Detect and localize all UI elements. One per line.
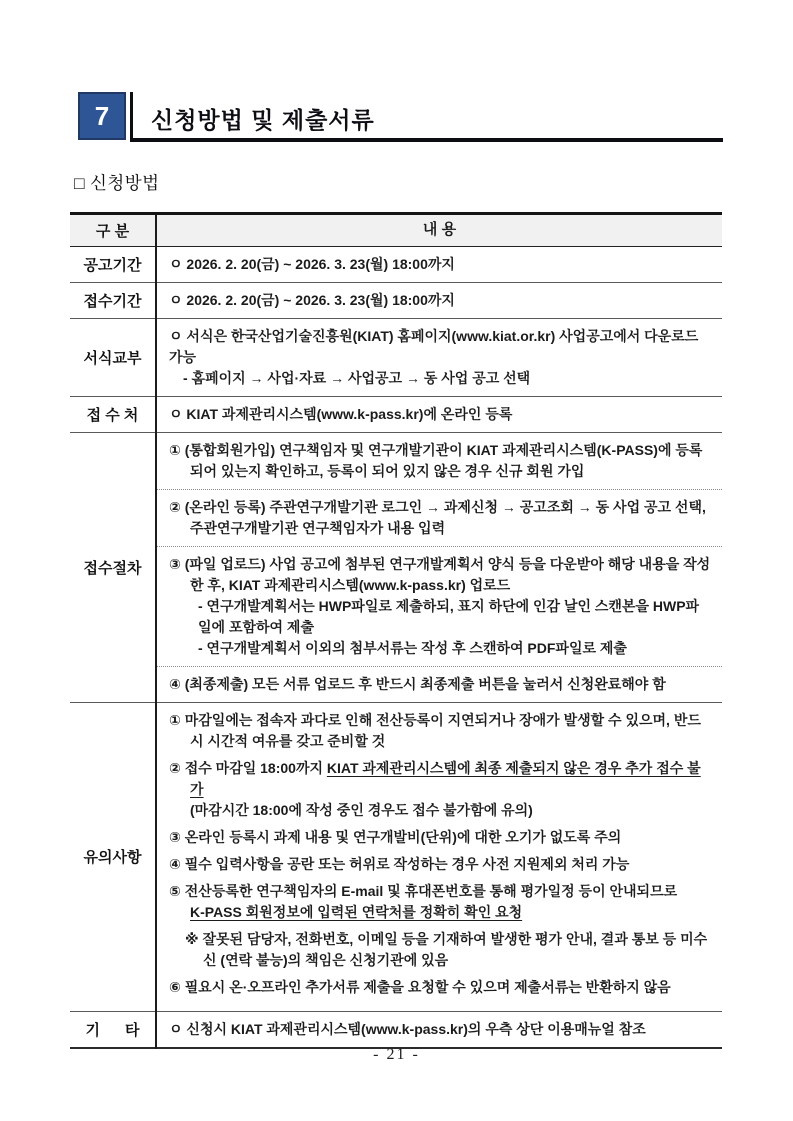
forms-line2: - 홈페이지 → 사업·자료 → 사업공고 → 동 사업 공고 선택 <box>183 369 531 386</box>
table-row-cautions <box>70 702 722 1011</box>
caution-1: ① 마감일에는 접속자 과다로 인해 전산등록이 지연되거나 장애가 발생할 수 있으며, 반드시 시간적 여유를 갖고 준비할 것 <box>169 711 701 749</box>
caution-2 <box>169 758 712 821</box>
row-label-notice-period: 공고기간 <box>70 246 156 282</box>
row-label-forms: 서식교부 <box>70 318 156 396</box>
section-title: 신청방법 및 제출서류 <box>151 107 375 133</box>
notice-period-text: ㅇ 2026. 2. 20(금) ~ 2026. 3. 23(월) 18:00까지 <box>169 255 455 272</box>
receipt-office-text: ㅇ KIAT 과제관리시스템(www.k-pass.kr)에 온라인 등록 <box>169 405 513 422</box>
section-header <box>78 92 723 142</box>
caution-2-prefix: ② 접수 마감일 18:00까지 <box>169 759 327 776</box>
table-row-receipt-office <box>70 396 722 432</box>
procedure-step-1: ① (통합회원가입) 연구책임자 및 연구개발기관이 KIAT 과제관리시스템(K-PASS)에 등록되어 있는지 확인하고, 등록이 되어 있지 않은 경우 신규 회원 가입 <box>169 441 703 479</box>
row-label-etc: 기 타 <box>70 1011 156 1048</box>
dotted-separator <box>157 546 722 547</box>
table-row-notice-period <box>70 246 722 282</box>
row-label-procedure: 접수절차 <box>70 432 156 702</box>
caution-5-line2-underlined: K-PASS 회원정보에 입력된 연락처를 정확히 확인 요청 <box>190 903 523 920</box>
table-row-receipt-period <box>70 282 722 318</box>
column-header-category: 구 분 <box>70 214 156 247</box>
table-row-etc <box>70 1011 722 1048</box>
table-row-forms <box>70 318 722 396</box>
procedure-step-3-main: ③ (파일 업로드) 사업 공고에 첨부된 연구개발계획서 양식 등을 다운받아 해당 내용을 작성한 후, KIAT 과제관리시스템(www.k-pass.kr) 업로드 <box>169 555 711 593</box>
procedure-step-3-sub2: - 연구개발계획서 이외의 첨부서류는 작성 후 스캔하여 PDF파일로 제출 <box>198 639 627 656</box>
row-label-cautions: 유의사항 <box>70 702 156 1011</box>
caution-4: ④ 필수 입력사항을 공란 또는 허위로 작성하는 경우 사전 지원제외 처리 가능 <box>169 855 630 872</box>
row-label-receipt-period: 접수기간 <box>70 282 156 318</box>
receipt-period-text: ㅇ 2026. 2. 20(금) ~ 2026. 3. 23(월) 18:00까지 <box>169 291 455 308</box>
subsection-heading: □ 신청방법 <box>74 173 160 193</box>
caution-3: ③ 온라인 등록시 과제 내용 및 연구개발비(단위)에 대한 오기가 없도록 주의 <box>169 828 622 845</box>
application-method-table <box>70 212 722 1049</box>
section-number-badge: 7 <box>78 92 126 140</box>
section-title-block <box>130 92 723 142</box>
procedure-step-2: ② (온라인 등록) 주관연구개발기관 로그인 → 과제신청 → 공고조회 → 동 사업 공고 선택, 주관연구개발기관 연구책임자가 내용 입력 <box>169 498 706 536</box>
dotted-separator <box>157 666 722 667</box>
dotted-separator <box>157 489 722 490</box>
caution-reference-note: ※ 잘못된 담당자, 전화번호, 이메일 등을 기재하여 발생한 평가 안내, 결과 통보 등 미수신 (연락 불능)의 책임은 신청기관에 있음 <box>185 930 708 968</box>
page-number: - 21 - <box>373 1046 420 1063</box>
caution-6: ⑥ 필요시 온·오프라인 추가서류 제출을 요청할 수 있으며 제출서류는 반환하지 않음 <box>169 978 671 995</box>
caution-5 <box>169 881 712 923</box>
etc-text: ㅇ 신청시 KIAT 과제관리시스템(www.k-pass.kr)의 우측 상단 이용매뉴얼 참조 <box>169 1020 646 1037</box>
caution-2-underlined: KIAT 과제관리시스템에 최종 제출되지 않은 경우 추가 접수 불가 <box>190 759 701 797</box>
forms-line1: ㅇ 서식은 한국산업기술진흥원(KIAT) 홈페이지(www.kiat.or.kr) 사업공고에서 다운로드 가능 <box>169 327 699 365</box>
procedure-step-4: ④ (최종제출) 모든 서류 업로드 후 반드시 최종제출 버튼을 눌러서 신청완료해야 함 <box>169 675 666 692</box>
procedure-step-3 <box>169 554 712 659</box>
column-header-content: 내 용 <box>156 214 722 247</box>
table-row-procedure <box>70 432 722 702</box>
row-label-receipt-office: 접 수 처 <box>70 396 156 432</box>
procedure-step-3-sub1: - 연구개발계획서는 HWP파일로 제출하되, 표지 하단에 인감 날인 스캔본을 HWP파일에 포함하여 제출 <box>198 597 700 635</box>
caution-2-paren: (마감시간 18:00에 작성 중인 경우도 접수 불가함에 유의) <box>190 801 533 818</box>
table-header-row <box>70 214 722 247</box>
caution-5-line1: ⑤ 전산등록한 연구책임자의 E-mail 및 휴대폰번호를 통해 평가일정 등이 안내되므로 <box>169 882 678 899</box>
